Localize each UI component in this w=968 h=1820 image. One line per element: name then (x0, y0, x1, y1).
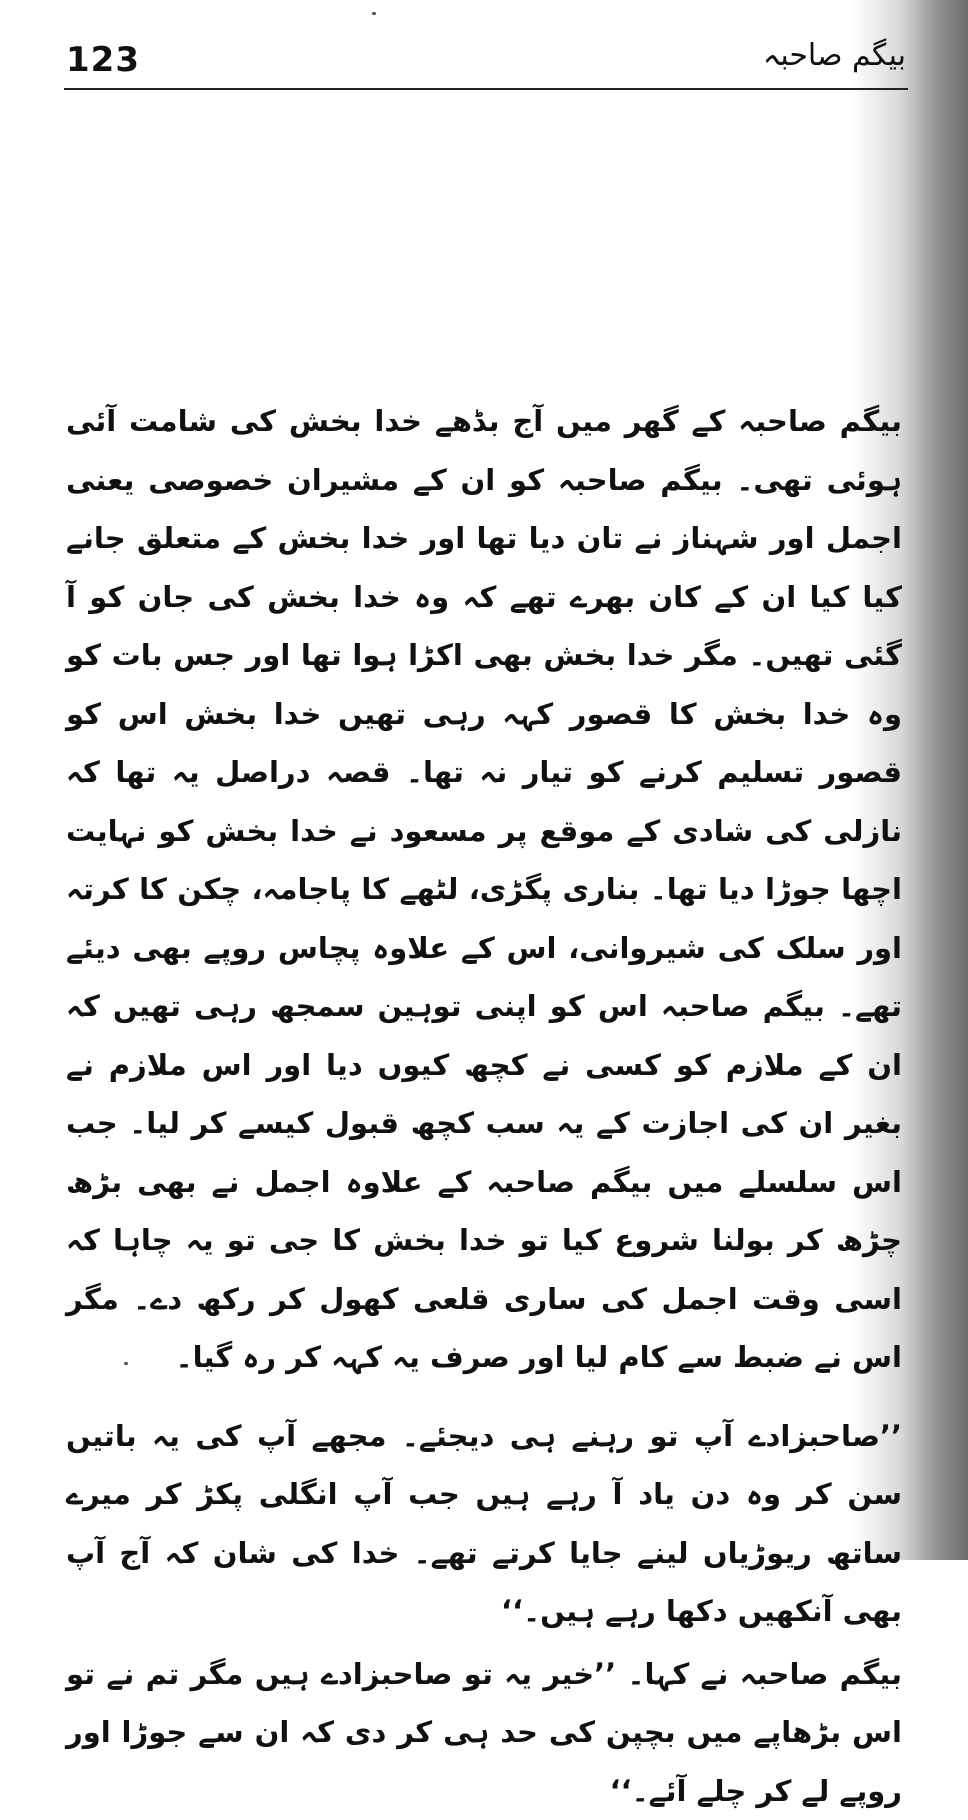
paragraph-narration: بیگم صاحبہ کے گھر میں آج بڈھے خدا بخش کی شامت آئی ہوئی تھی۔ بیگم صاحبہ کو ان کے مشیران خصوصی یعنی اجمل اور شہناز نے تان دیا تھا اور خدا بخش کے متعلق جانے کیا کیا ان کے کان بھرے تھے کہ وہ خدا بخش کی جان کو آ گئی تھیں۔ مگر خدا بخش بھی اکڑا ہوا تھا اور جس بات کو وہ خدا بخش کا قصور کہہ رہی تھیں خدا بخش اس کو قصور تسلیم کرنے کو تیار نہ تھا۔ قصہ دراصل یہ تھا کہ نازلی کی شادی کے موقع پر مسعود نے خدا بخش کو نہایت اچھا جوڑا دیا تھا۔ بناری پگڑی، لٹھے کا پاجامہ، چکن کا کرتہ اور سلک کی شیروانی، اس کے علاوہ پچاس روپے بھی دیئے تھے۔ بیگم صاحبہ اس کو اپنی توہین سمجھ رہی تھیں کہ ان کے ملازم کو کسی نے کچھ کیوں دیا اور اس ملازم نے بغیر ان کی اجازت کے یہ سب کچھ قبول کیسے کر لیا۔ جب اس سلسلے میں بیگم صاحبہ کے علاوہ اجمل نے بھی بڑھ چڑھ کر بولنا شروع کیا تو خدا بخش کا جی تو یہ چاہا کہ اسی وقت اجمل کی ساری قلعی کھول کر رکھ دے۔ مگر اس نے ضبط سے کام لیا اور صرف یہ کہہ کر رہ گیا۔ (66, 392, 902, 1387)
scan-speck (372, 12, 376, 15)
header-rule (64, 88, 908, 90)
page-number: 123 (66, 40, 140, 80)
paragraph-gap (66, 1387, 902, 1407)
paragraph-reply: بیگم صاحبہ نے کہا۔ ’’خیر یہ تو صاحبزادے ہیں مگر تم نے تو اس بڑھاپے میں بچپن کی حد ہی کر دی کہ ان سے جوڑا اور روپے لے کر چلے آئے۔‘‘ (66, 1645, 902, 1820)
body-text (66, 392, 902, 1820)
running-title: بیگم صاحبہ (763, 38, 906, 73)
paragraph-dialogue: ’’صاحبزادے آپ تو رہنے ہی دیجئے۔ مجھے آپ کی یہ باتیں سن کر وہ دن یاد آ رہے ہیں جب آپ انگلی پکڑ کر میرے ساتھ ریوڑیاں لینے جایا کرتے تھے۔ خدا کی شان کہ آج آپ بھی آنکھیں دکھا رہے ہیں۔‘‘ (66, 1407, 902, 1641)
scan-speck (124, 1362, 128, 1365)
